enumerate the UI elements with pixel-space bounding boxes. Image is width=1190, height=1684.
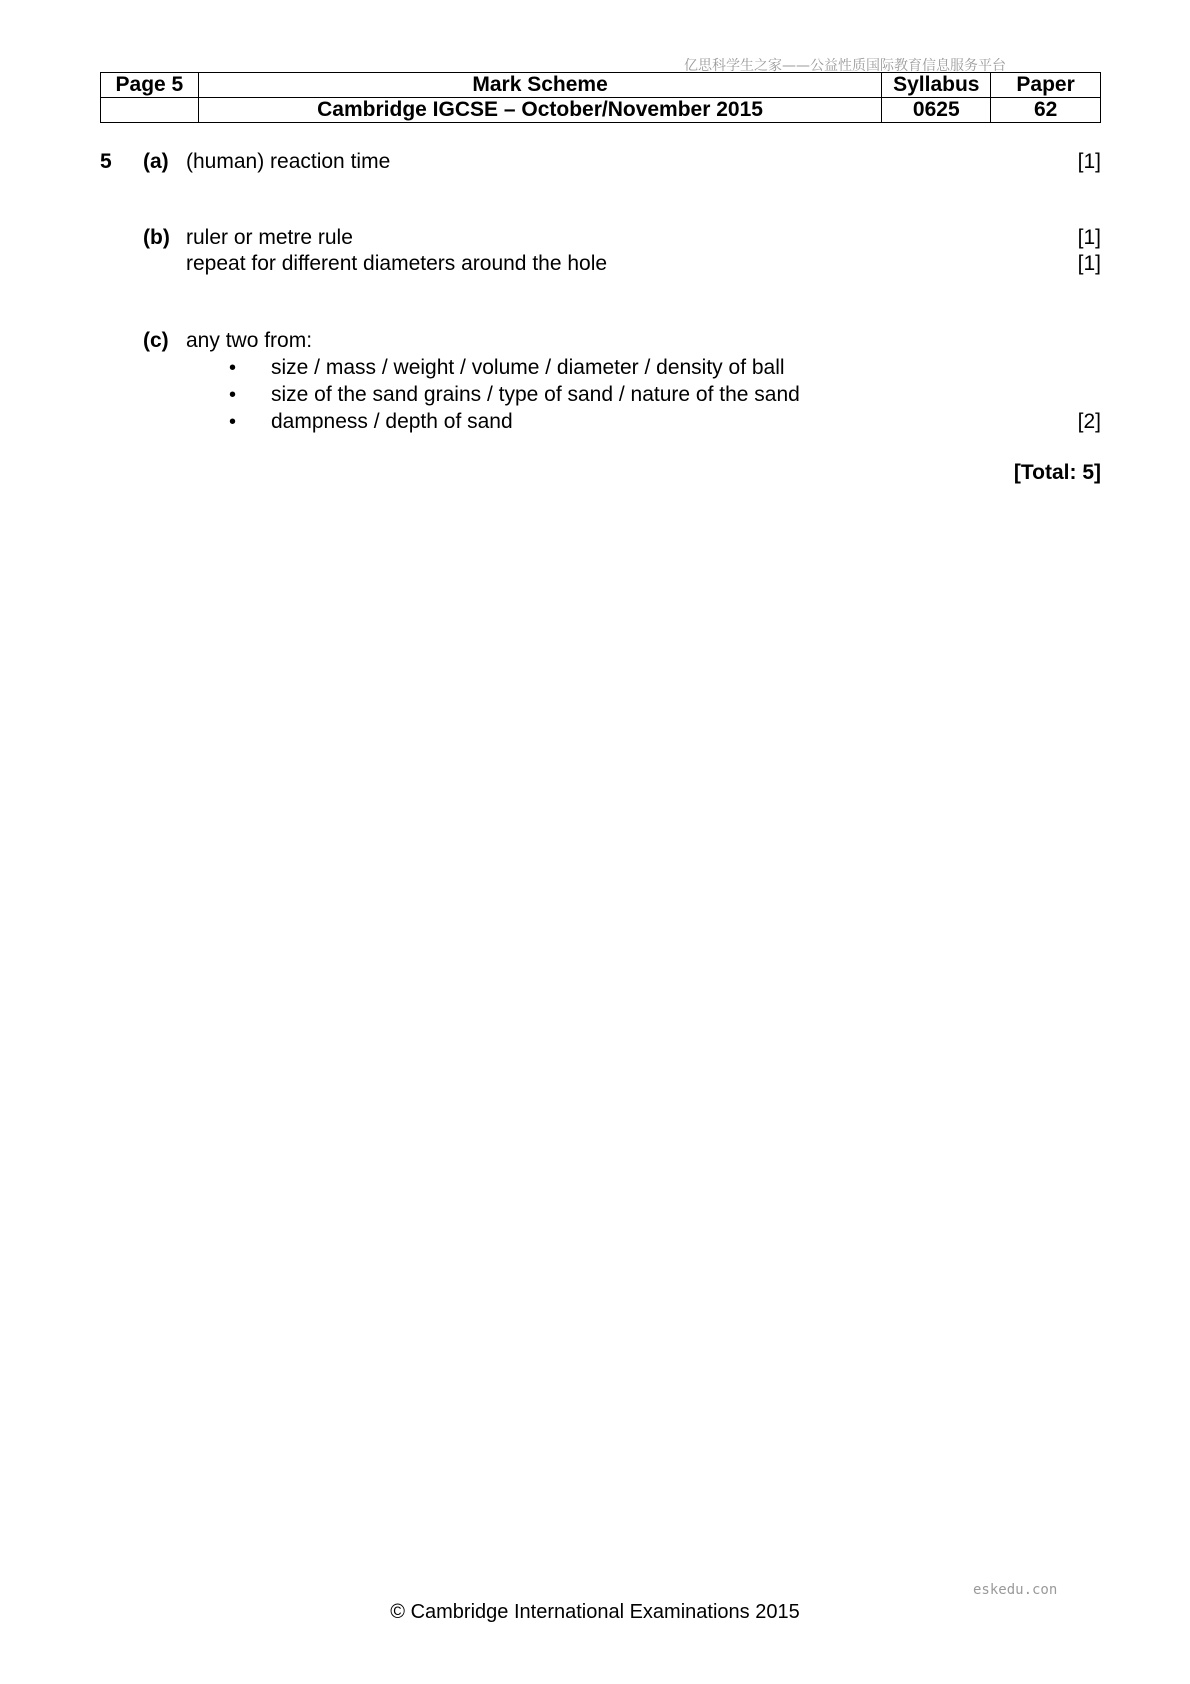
bullet-icon: • <box>229 357 237 379</box>
part-c-bullet-1: size / mass / weight / volume / diameter / density of ball <box>271 356 785 379</box>
part-c-intro: any two from: <box>186 329 313 352</box>
page-number: Page 5 <box>101 73 199 98</box>
watermark-bottom-text: eskedu.con <box>973 1582 1058 1598</box>
part-c-mark: [2] <box>1077 410 1101 433</box>
part-b-mark-2: [1] <box>1077 252 1101 275</box>
paper-label: Paper <box>991 73 1101 98</box>
part-b-label: (b) <box>143 226 170 249</box>
question-number: 5 <box>100 150 112 173</box>
question-total: [Total: 5] <box>1013 461 1101 484</box>
copyright-footer: © Cambridge International Examinations 2015 <box>390 1601 800 1623</box>
empty-cell <box>101 98 199 123</box>
part-b-answer-1: ruler or metre rule <box>186 226 353 249</box>
part-c-bullet-3: dampness / depth of sand <box>271 410 513 433</box>
part-a-answer: (human) reaction time <box>186 150 391 173</box>
paper-code: 62 <box>991 98 1101 123</box>
part-a-label: (a) <box>143 150 169 173</box>
mark-scheme-title: Mark Scheme <box>198 73 882 98</box>
bullet-icon: • <box>229 411 237 433</box>
syllabus-label: Syllabus <box>882 73 991 98</box>
part-a-mark: [1] <box>1077 150 1101 173</box>
header-table <box>100 72 1101 123</box>
bullet-icon: • <box>229 384 237 406</box>
watermark-top-text: 亿思科学生之家——公益性质国际教育信息服务平台 <box>684 58 1006 74</box>
part-c-bullet-2: size of the sand grains / type of sand / nature of the sand <box>271 383 800 406</box>
syllabus-code: 0625 <box>882 98 991 123</box>
exam-session-title: Cambridge IGCSE – October/November 2015 <box>198 98 882 123</box>
part-b-mark-1: [1] <box>1077 226 1101 249</box>
part-b-answer-2: repeat for different diameters around the hole <box>186 252 608 275</box>
part-c-label: (c) <box>143 329 169 352</box>
